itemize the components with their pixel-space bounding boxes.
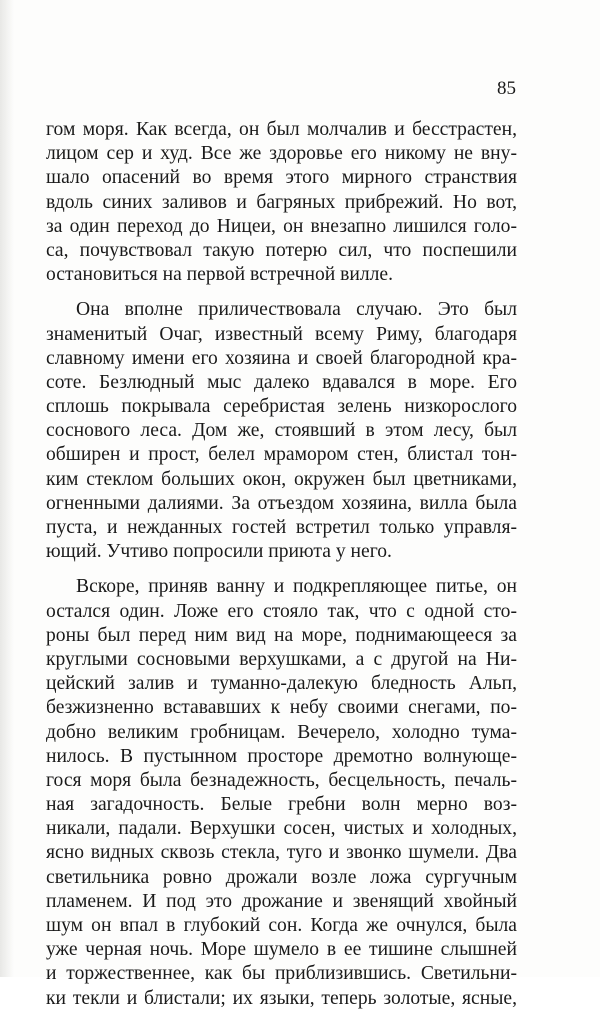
page-edge-shadow	[0, 0, 14, 977]
text-line: гося моря была безнадежность, бесцельность, печаль-	[46, 769, 517, 791]
text-line: шало опасений во время этого мирного странствия	[46, 167, 517, 189]
text-line: знаменитый Очаг, известный всему Риму, благодаря	[46, 323, 517, 345]
text-line: остался один. Ложе его стояло так, что с одной сто-	[46, 600, 517, 622]
text-line: Она вполне приличествовала случаю. Это был	[76, 299, 517, 321]
text-line: круглыми сосновыми верхушками, а с другой на Ни-	[46, 648, 517, 670]
text-line: обширен и прост, белел мрамором стен, блистал тон-	[46, 444, 517, 466]
text-line: роны был перед ним вид на море, поднимающееся за	[46, 624, 517, 646]
text-line: ясно видных сквозь стекла, туго и звонко шумели. Два	[46, 842, 517, 864]
text-line: сплошь покрывала серебристая зелень низкорослого	[46, 396, 517, 418]
text-line: ким стеклом больших окон, окружен был цветниками,	[46, 468, 517, 490]
text-line: безжизненно встававших к небу своими снегами, по-	[46, 697, 517, 719]
text-line: ющий. Учтиво попросили приюта у него.	[46, 541, 392, 563]
text-line: соснового леса. Дом же, стоявший в этом лесу, был	[46, 420, 517, 442]
paragraph-2	[46, 298, 517, 564]
text-line: за один переход до Ницеи, он внезапно лишился голо-	[46, 215, 517, 237]
body-text	[46, 118, 517, 1011]
text-line: пуста, и нежданных гостей встретил только управля-	[46, 517, 517, 538]
paragraph-1	[46, 118, 517, 287]
text-line: нилось. В пустынном просторе дремотно волнующе-	[46, 745, 517, 767]
text-line: ки текли и блистали; их языки, теперь золотые, ясные,	[46, 987, 517, 1009]
text-line: ная загадочность. Белые гребни волн мерно воз-	[46, 794, 517, 816]
page-number: 85	[497, 78, 516, 99]
text-line: уже черная ночь. Море шумело в ее тишине слышней	[46, 939, 517, 961]
text-line: и торжественнее, как бы приблизившись. Светильни-	[46, 963, 517, 985]
text-line: огненными далиями. За отъездом хозяина, вилла была	[46, 492, 517, 514]
text-line: вдоль синих заливов и багряных прибрежий. Но вот,	[46, 191, 517, 213]
paragraph-3	[46, 575, 517, 1010]
text-line: Вскоре, приняв ванну и подкрепляющее питье, он	[76, 576, 517, 598]
text-line: славному имени его хозяина и своей благородной кра-	[46, 347, 517, 369]
text-line: цейский залив и туманно-далекую бледность Альп,	[46, 673, 517, 695]
text-line: никали, падали. Верхушки сосен, чистых и холодных,	[46, 818, 517, 840]
text-line: соте. Безлюдный мыс далеко вдавался в море. Его	[46, 371, 517, 393]
text-line: са, почувствовал такую потерю сил, что поспешили	[46, 239, 517, 261]
text-line: лицом сер и худ. Все же здоровье его никому не вну-	[46, 143, 517, 165]
text-line: светильника ровно дрожали возле ложа сургучным	[46, 866, 517, 888]
text-line: шум он впал в глубокий сон. Когда же очнулся, была	[46, 915, 517, 936]
text-line: добно великим гробницам. Вечерело, холодно тума-	[46, 721, 517, 743]
text-line: остановиться на первой встречной вилле.	[46, 264, 394, 286]
text-line: пламенем. И под это дрожание и звенящий хвойный	[46, 890, 517, 912]
text-line: гом моря. Как всегда, он был молчалив и бесстрастен,	[46, 119, 517, 140]
